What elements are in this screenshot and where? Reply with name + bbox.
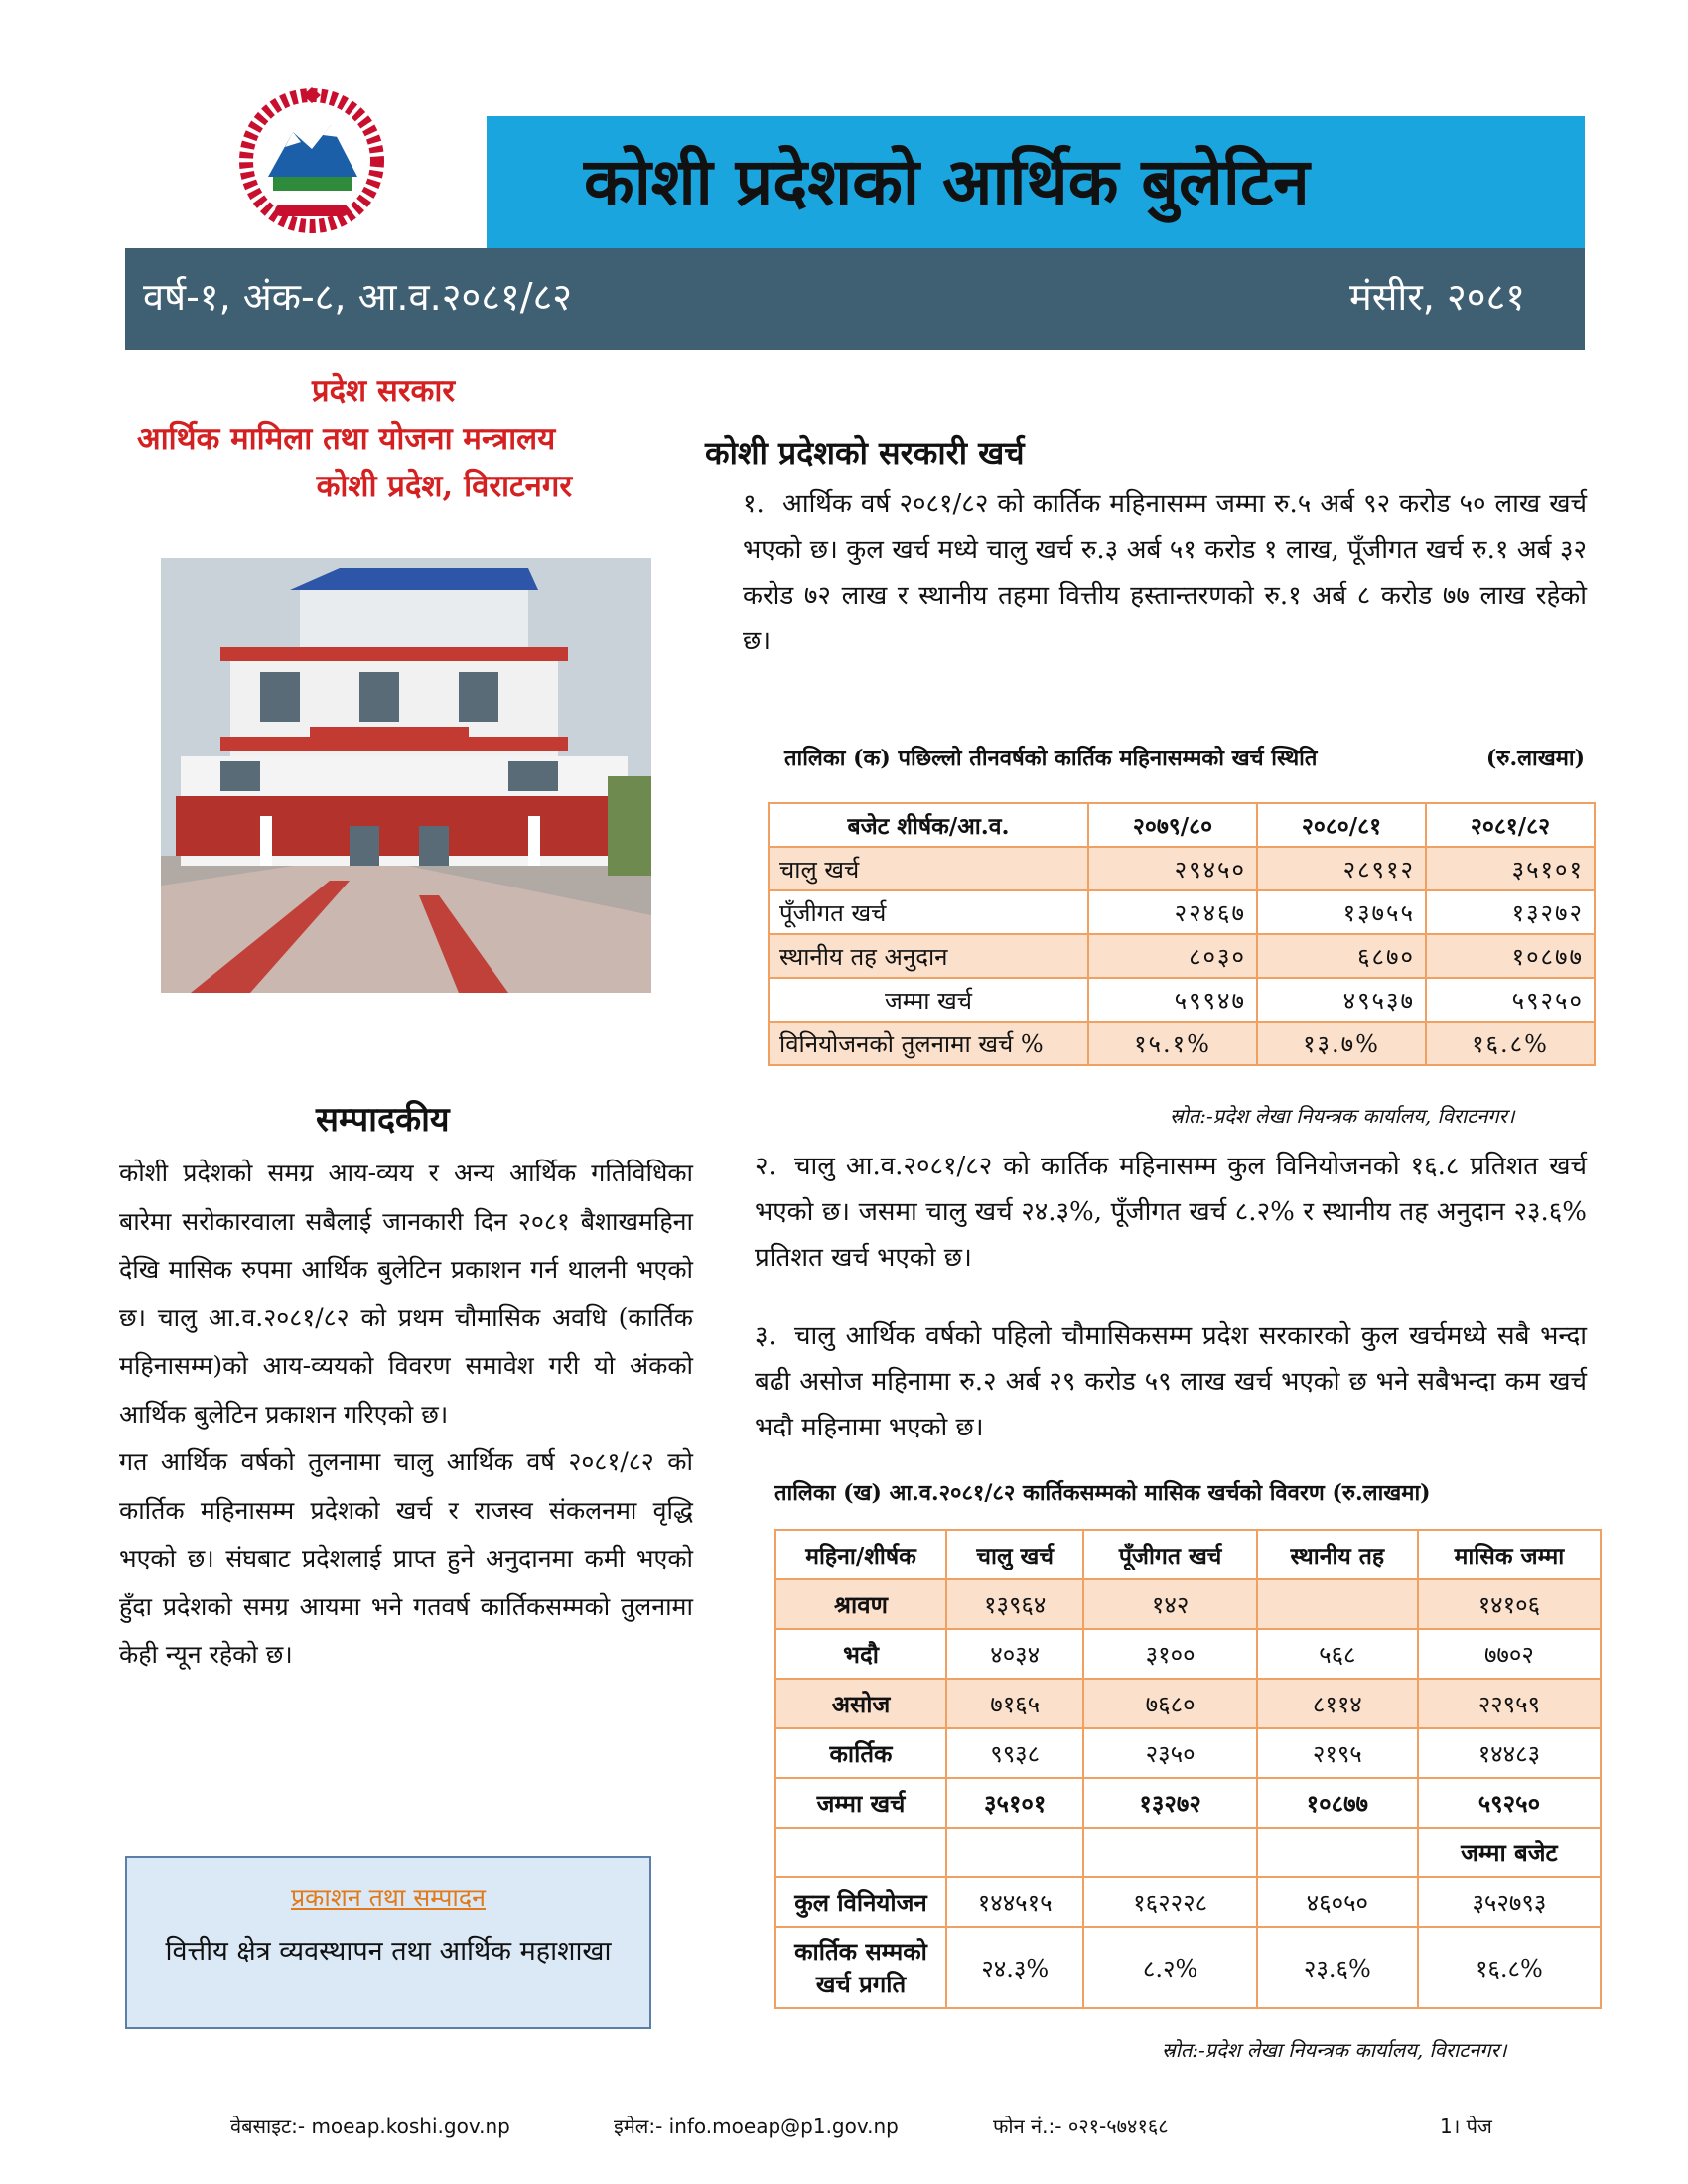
- table-cell: १३२७२: [1083, 1778, 1256, 1828]
- editorial-paragraph: गत आर्थिक वर्षको तुलनामा चालु आर्थिक वर्ष २०८१/८२ को कार्तिक महिनासम्म प्रदेशको खर्च र राजस्व संकलनमा वृद्धि भएको छ। संघबाट प्रदेशलाई प्राप्त हुने अनुदानमा कमी भएको हुँदा प्रदेशको समग्र आयमा भने गतवर्ष कार्तिकसम्मको तुलनामा केही न्यून रहेको छ।: [119, 1447, 693, 1669]
- table-row: [769, 1022, 1595, 1065]
- table-header-cell: स्थानीय तह: [1257, 1530, 1418, 1579]
- table-cell: २२४६७: [1088, 890, 1257, 934]
- table-cell: २१९५: [1257, 1728, 1418, 1778]
- table-cell: श्रावण: [775, 1579, 946, 1629]
- government-line-2: आर्थिक मामिला तथा योजना मन्त्रालय: [137, 421, 556, 457]
- table-cell: ८०३०: [1088, 934, 1257, 978]
- paragraph-text: चालु आर्थिक वर्षको पहिलो चौमासिकसम्म प्रदेश सरकारको कुल खर्चमध्ये सबै भन्दा बढी असोज महिनामा रु.२ अर्ब २९ करोड ५९ लाख खर्च भएको छ भने सबैभन्दा कम खर्च भदौ महिनामा भएको छ।: [755, 1321, 1587, 1442]
- table-cell: ४०३४: [946, 1629, 1083, 1679]
- table-cell: १४४८३: [1418, 1728, 1601, 1778]
- table-row: [769, 978, 1595, 1022]
- paragraph-number: ३.: [755, 1321, 776, 1351]
- table-row: [775, 1877, 1601, 1927]
- table-cell: ८.२%: [1083, 1927, 1256, 2008]
- table-cell: ९९३८: [946, 1728, 1083, 1778]
- table-b: [774, 1529, 1602, 2009]
- table-cell: १३.७%: [1257, 1022, 1426, 1065]
- table-a: [768, 802, 1596, 1066]
- table-cell: ८११४: [1257, 1679, 1418, 1728]
- table-cell: स्थानीय तह अनुदान: [769, 934, 1088, 978]
- table-cell: ५९९४७: [1088, 978, 1257, 1022]
- table-cell: १३७५५: [1257, 890, 1426, 934]
- table-cell: ५९२५०: [1418, 1778, 1601, 1828]
- table-cell: ३१००: [1083, 1629, 1256, 1679]
- table-cell: विनियोजनको तुलनामा खर्च %: [769, 1022, 1088, 1065]
- table-cell: जम्मा खर्च: [769, 978, 1088, 1022]
- table-header-row: [769, 803, 1595, 847]
- table-a-unit: (रु.लाखमा): [1485, 746, 1585, 771]
- table-a-caption: तालिका (क) पछिल्लो तीनवर्षको कार्तिक महिनासम्मको खर्च स्थिति: [784, 746, 1318, 771]
- table-cell: [1257, 1828, 1418, 1877]
- table-cell: ३५२७९३: [1418, 1877, 1601, 1927]
- ministry-building-photo: [161, 558, 651, 993]
- paragraph-number: १.: [743, 489, 765, 519]
- publication-value: वित्तीय क्षेत्र व्यवस्थापन तथा आर्थिक महाशाखा: [165, 1936, 612, 1967]
- publication-title: प्रकाशन तथा सम्पादन: [290, 1883, 487, 1912]
- editorial-body: [119, 1150, 693, 1680]
- table-a-caption-row: [784, 743, 1585, 772]
- table-cell: [775, 1828, 946, 1877]
- table-cell: ७७०२: [1418, 1629, 1601, 1679]
- government-line-1: प्रदेश सरकार: [311, 373, 456, 409]
- table-cell: पूँजीगत खर्च: [769, 890, 1088, 934]
- table-cell: १०८७७: [1257, 1778, 1418, 1828]
- table-header-cell: मासिक जम्मा: [1418, 1530, 1601, 1579]
- table-b-source: स्रोत:-प्रदेश लेखा नियन्त्रक कार्यालय, विराटनगर।: [1162, 2038, 1507, 2062]
- table-cell: ५६८: [1257, 1629, 1418, 1679]
- table-row: [775, 1728, 1601, 1778]
- table-header-row: [775, 1530, 1601, 1579]
- footer-page-number: 1। पेज: [1440, 2115, 1492, 2138]
- table-cell: चालु खर्च: [769, 847, 1088, 890]
- table-cell: ७१६५: [946, 1679, 1083, 1728]
- table-cell: कार्तिक: [775, 1728, 946, 1778]
- nepal-government-emblem-icon: [223, 87, 400, 234]
- table-cell: १६२२२८: [1083, 1877, 1256, 1927]
- table-cell: १६.८%: [1426, 1022, 1595, 1065]
- table-row: [775, 1828, 1601, 1877]
- table-header-cell: महिना/शीर्षक: [775, 1530, 946, 1579]
- table-cell: १५.१%: [1088, 1022, 1257, 1065]
- table-row: [775, 1927, 1601, 2008]
- editorial-heading: सम्पादकीय: [316, 1100, 450, 1140]
- expenditure-heading: कोशी प्रदेशको सरकारी खर्च: [705, 434, 1025, 472]
- table-cell: ५९२५०: [1426, 978, 1595, 1022]
- table-cell: २४.३%: [946, 1927, 1083, 2008]
- table-cell: १३२७२: [1426, 890, 1595, 934]
- table-header-cell: २०८०/८१: [1257, 803, 1426, 847]
- table-cell: २२९५९: [1418, 1679, 1601, 1728]
- table-row: [775, 1778, 1601, 1828]
- table-cell: १३९६४: [946, 1579, 1083, 1629]
- table-row: [769, 890, 1595, 934]
- issue-info-bar: [125, 248, 1585, 350]
- table-cell: जम्मा खर्च: [775, 1778, 946, 1828]
- table-header-cell: २०७९/८०: [1088, 803, 1257, 847]
- table-cell: १४१०६: [1418, 1579, 1601, 1629]
- table-cell: ३५१०१: [1426, 847, 1595, 890]
- table-cell: ३५१०१: [946, 1778, 1083, 1828]
- table-header-cell: बजेट शीर्षक/आ.व.: [769, 803, 1088, 847]
- table-cell: ४६०५०: [1257, 1877, 1418, 1927]
- expenditure-paragraph-2: [755, 1144, 1587, 1281]
- table-cell: भदौ: [775, 1629, 946, 1679]
- table-cell: १६.८%: [1418, 1927, 1601, 2008]
- bulletin-title: कोशी प्रदेशको आर्थिक बुलेटिन: [584, 143, 1310, 220]
- table-header-cell: २०८१/८२: [1426, 803, 1595, 847]
- table-cell: २८९१२: [1257, 847, 1426, 890]
- table-b-caption: तालिका (ख) आ.व.२०८१/८२ कार्तिकसम्मको मासिक खर्चको विवरण (रु.लाखमा): [774, 1480, 1431, 1506]
- table-cell: ६८७०: [1257, 934, 1426, 978]
- table-cell: [1257, 1579, 1418, 1629]
- table-cell: २९४५०: [1088, 847, 1257, 890]
- table-row: [775, 1579, 1601, 1629]
- government-block: [125, 367, 641, 510]
- footer-email: इमेल:- info.moeap@p1.gov.np: [614, 2115, 899, 2138]
- expenditure-paragraph-3: [755, 1313, 1587, 1450]
- table-row: [775, 1629, 1601, 1679]
- table-header-cell: पूँजीगत खर्च: [1083, 1530, 1256, 1579]
- expenditure-paragraph-1: [743, 481, 1587, 664]
- issue-month: मंसीर, २०८१: [1349, 275, 1525, 319]
- footer-phone: फोन नं.:- ०२१-५७४१६८: [993, 2115, 1169, 2138]
- table-a-source: स्रोत:-प्रदेश लेखा नियन्त्रक कार्यालय, विराटनगर।: [1170, 1104, 1515, 1128]
- government-line-3: कोशी प्रदेश, विराटनगर: [316, 469, 572, 504]
- table-cell: २३.६%: [1257, 1927, 1418, 2008]
- paragraph-text: आर्थिक वर्ष २०८१/८२ को कार्तिक महिनासम्म जम्मा रु.५ अर्ब ९२ करोड ५० लाख खर्च भएको छ। कुल खर्च मध्ये चालु खर्च रु.३ अर्ब ५१ करोड १ लाख, पूँजीगत खर्च रु.१ अर्ब ३२ करोड ७२ लाख र स्थानीय तहमा वित्तीय हस्तान्तरणको रु.१ अर्ब ८ करोड ७७ लाख रहेको छ।: [743, 489, 1587, 656]
- footer-website: वेबसाइट:- moeap.koshi.gov.np: [230, 2115, 510, 2138]
- issue-number: वर्ष-१, अंक-८, आ.व.२०८१/८२: [143, 275, 573, 319]
- table-cell: १४२: [1083, 1579, 1256, 1629]
- table-cell: कार्तिक सम्मको खर्च प्रगति: [775, 1927, 946, 2008]
- table-header-cell: चालु खर्च: [946, 1530, 1083, 1579]
- editorial-paragraph: कोशी प्रदेशको समग्र आय-व्यय र अन्य आर्थिक गतिविधिका बारेमा सरोकारवाला सबैलाई जानकारी दिन २०८१ बैशाखमहिना देखि मासिक रुपमा आर्थिक बुलेटिन प्रकाशन गर्न थालनी भएको छ। चालु आ.व.२०८१/८२ को प्रथम चौमासिक अवधि (कार्तिक महिनासम्म)को आय-व्ययको विवरण समावेश गरी यो अंकको आर्थिक बुलेटिन प्रकाशन गरिएको छ।: [119, 1159, 693, 1429]
- publication-box: [125, 1856, 651, 2029]
- table-cell: ४९५३७: [1257, 978, 1426, 1022]
- table-cell: ७६८०: [1083, 1679, 1256, 1728]
- table-cell: [1083, 1828, 1256, 1877]
- table-cell: [946, 1828, 1083, 1877]
- bulletin-title-banner: [487, 116, 1585, 248]
- paragraph-text: चालु आ.व.२०८१/८२ को कार्तिक महिनासम्म कुल विनियोजनको १६.८ प्रतिशत खर्च भएको छ। जसमा चालु खर्च २४.३%, पूँजीगत खर्च ८.२% र स्थानीय तह अनुदान २३.६% प्रतिशत खर्च भएको छ।: [755, 1152, 1587, 1273]
- paragraph-number: २.: [755, 1152, 776, 1181]
- table-cell: १०८७७: [1426, 934, 1595, 978]
- table-cell: १४४५१५: [946, 1877, 1083, 1927]
- table-cell: कुल विनियोजन: [775, 1877, 946, 1927]
- table-cell: २३५०: [1083, 1728, 1256, 1778]
- table-cell: असोज: [775, 1679, 946, 1728]
- table-row: [769, 847, 1595, 890]
- table-row: [775, 1679, 1601, 1728]
- table-cell: जम्मा बजेट: [1418, 1828, 1601, 1877]
- table-row: [769, 934, 1595, 978]
